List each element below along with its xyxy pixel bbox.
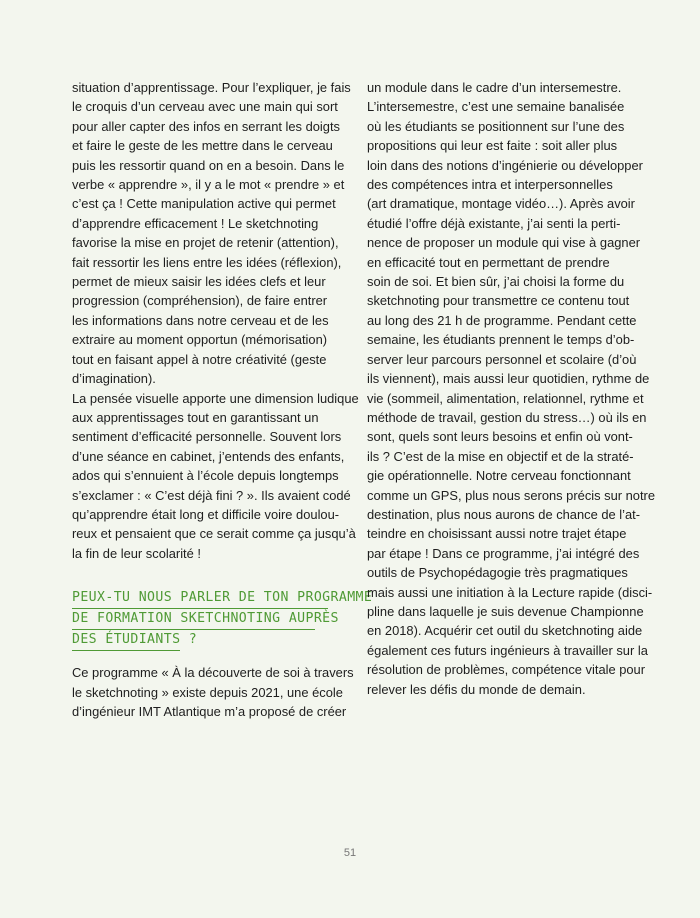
text-line: d’imagination).: [72, 371, 156, 387]
text-line: pour aller capter des infos en serrant les doigts: [72, 118, 340, 134]
heading-line: DES ÉTUDIANTS ?: [72, 630, 180, 651]
page-number: 51: [343, 847, 357, 859]
text-line: loin dans des notions d’ingénierie ou développer: [367, 157, 643, 173]
text-line: propositions qui leur est faite : soit aller plus: [367, 138, 618, 154]
text-line: résolution de problèmes, compétence vitale pour: [367, 662, 646, 678]
text-line: (art dramatique, montage vidéo…). Après avoir: [367, 196, 635, 212]
text-line: progression (compréhension), de faire entrer: [72, 293, 328, 309]
text-line: d’une séance en cabinet, j’entends des enfants,: [72, 448, 345, 464]
paragraph-3: [72, 663, 354, 721]
text-line: en efficacité tout en permettant de prendre: [367, 254, 610, 270]
text-line: c’est ça ! Cette manipulation active qui permet: [72, 196, 336, 212]
text-line: nence de proposer un module qui vise à gagner: [367, 235, 641, 251]
text-line: favorise la mise en projet de retenir (attention),: [72, 235, 339, 251]
text-line: un module dans le cadre d’un intersemestre.: [367, 80, 622, 95]
text-line: verbe « apprendre », il y a le mot « prendre » et: [72, 177, 345, 193]
text-line: gie opérationnelle. Notre cerveau fonctionnant: [367, 468, 631, 484]
text-line: La pensée visuelle apporte une dimension ludique: [72, 390, 359, 406]
text-line: et faire le geste de les mettre dans le cerveau: [72, 138, 333, 154]
text-line: ils viennent), mais aussi leur quotidien, rythme de: [367, 371, 650, 387]
text-line: aux apprentissages tout en garantissant un: [72, 409, 319, 425]
paragraph-continued: [367, 78, 656, 699]
text-line: également ces futurs ingénieurs à travailler sur la: [367, 642, 648, 658]
text-line: Ce programme « À la découverte de soi à travers: [72, 665, 354, 681]
text-line: au long des 21 h de programme. Pendant cette: [367, 312, 637, 328]
text-line: qu’apprendre était long et difficile voire doulou-: [72, 506, 340, 522]
text-line: outils de Psychopédagogie très pragmatiques: [367, 565, 628, 581]
left-column: [72, 78, 373, 721]
heading-line: PEUX-TU NOUS PARLER DE TON PROGRAMME: [72, 588, 328, 609]
text-line: d’apprendre efficacement ! Le sketchnoting: [72, 215, 319, 231]
text-line: pline dans laquelle je suis devenue Championne: [367, 603, 644, 619]
text-line: comme un GPS, plus nous serons précis sur notre: [367, 487, 656, 503]
right-column: [367, 78, 656, 699]
text-line: extraire au moment opportun (mémorisation): [72, 332, 328, 348]
text-line: server leur parcours personnel et scolaire (d’où: [367, 351, 637, 367]
text-line: méthode de travail, gestion du stress…) où ils en: [367, 409, 647, 425]
text-line: soin de soi. Et bien sûr, j’ai choisi la forme du: [367, 274, 625, 290]
text-line: sketchnoting pour transmettre ce contenu tout: [367, 293, 630, 309]
text-line: les informations dans notre cerveau et de les: [72, 312, 329, 328]
text-line: sont, quels sont leurs besoins et enfin où vont-: [367, 429, 633, 445]
text-line: où les étudiants se positionnent sur l’une des: [367, 118, 625, 134]
text-line: ados qui s’ennuient à l’école depuis longtemps: [72, 468, 339, 484]
text-line: la fin de leur scolarité !: [72, 545, 201, 561]
text-line: puis les ressortir quand on en a besoin. Dans le: [72, 157, 345, 173]
paragraph-2: [72, 389, 359, 564]
paragraph-1: [72, 78, 351, 389]
section-heading: [72, 588, 373, 651]
text-line: s’exclamer : « C’est déjà fini ? ». Ils avaient codé: [72, 487, 351, 503]
text-line: vie (sommeil, alimentation, relationnel, rythme et: [367, 390, 644, 406]
text-line: relever les défis du monde de demain.: [367, 681, 586, 697]
text-line: tout en faisant appel à notre créativité (geste: [72, 351, 327, 367]
text-line: destination, plus nous aurons de chance de l’at-: [367, 506, 641, 522]
text-line: par étape ! Dans ce programme, j’ai intégré des: [367, 545, 640, 561]
text-line: le croquis d’un cerveau avec une main qui sort: [72, 99, 338, 115]
text-line: d’ingénieur IMT Atlantique m’a proposé de créer: [72, 703, 347, 719]
text-line: fait ressortir les liens entre les idées (réflexion),: [72, 254, 342, 270]
text-line: le sketchnoting » existe depuis 2021, une école: [72, 684, 343, 700]
heading-line: DE FORMATION SKETCHNOTING AUPRÈS: [72, 609, 315, 630]
text-line: teindre en choisissant aussi notre trajet étape: [367, 526, 627, 542]
text-line: des compétences intra et interpersonnelles: [367, 177, 613, 193]
text-line: L’intersemestre, c’est une semaine banalisée: [367, 99, 625, 115]
text-line: ils ? C’est de la mise en objectif et de la straté-: [367, 448, 634, 464]
text-line: étudié l’offre déjà existante, j’ai senti la perti-: [367, 215, 621, 231]
text-line: permet de mieux saisir les idées clefs et leur: [72, 274, 326, 290]
text-line: situation d’apprentissage. Pour l’expliquer, je fais: [72, 80, 351, 95]
text-line: mais aussi une initiation à la Lecture rapide (disci-: [367, 584, 653, 600]
text-line: en 2018). Acquérir cet outil du sketchnoting aide: [367, 623, 643, 639]
text-line: semaine, les étudiants prennent le temps d’ob-: [367, 332, 635, 348]
text-line: reux et pensaient que ce serait comme ça jusqu’à: [72, 526, 356, 542]
text-line: sentiment d’efficacité personnelle. Souvent lors: [72, 429, 342, 445]
